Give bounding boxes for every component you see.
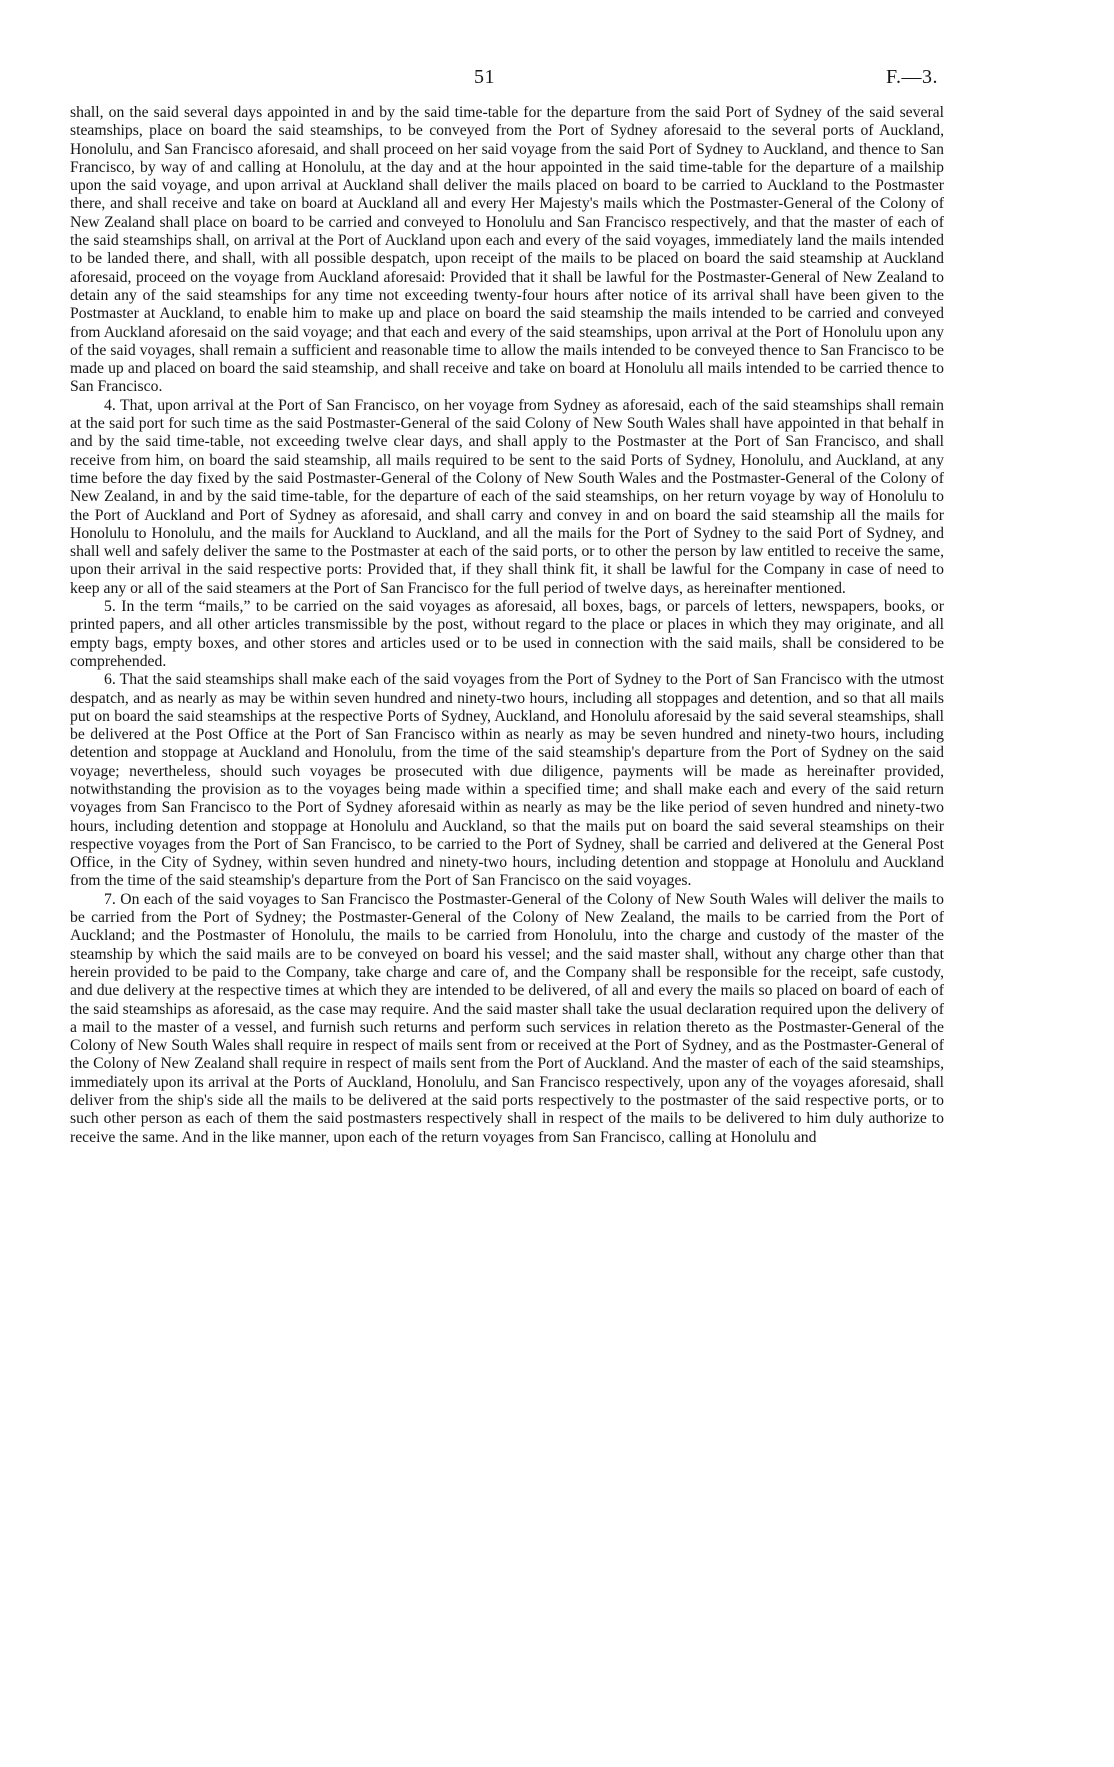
paragraph-clause-4: 4. That, upon arrival at the Port of San Francisco, on her voyage from Sydney as aforesaid, each of the said steamships shall remain at the said port for such time as the said Postmaster-General of the said Colony of New South Wales shall have appointed in that behalf in and by the said time-table, not exceeding twelve clear days, and shall apply to the Postmaster at the Port of San Francisco, and shall receive from him, on board the said steamship, all mails required to be sent to the said Ports of Sydney, Honolulu, and Auckland, at any time before the day fixed by the said Postmaster-General of the Colony of New South Wales and the Postmaster-General of the Colony of New Zealand, in and by the said time-table, for the departure of each of the said steamships, on her return voyage by way of Honolulu to the Port of Auckland and Port of Sydney as aforesaid, and shall carry and convey in and on board the said steamship all the mails for Honolulu to Honolulu, and the mails for Auckland to Auckland, and all the mails for the Port of Sydney to the said Port of Sydney, and shall well and safely deliver the same to the Postmaster at each of the said ports, or to other the person by law entitled to receive the same, upon their arrival in the said respective ports: Provided that, if they shall think fit, it shall be lawful for the Company in case of need to keep any or all of the said steamers at the Port of San Francisco for the full period of twelve days, as hereinafter mentioned. bbox=[70, 396, 944, 597]
page-header bbox=[0, 66, 1114, 92]
paragraph-continuation: shall, on the said several days appointed in and by the said time-table for the departure from the said Port of Sydney of the said several steamships, place on board the said steamships, to be conveyed from the Port of Sydney aforesaid to the several ports of Auckland, Honolulu, and San Francisco aforesaid, and shall proceed on her said voyage from the said Port of Sydney to Auckland, and thence to San Francisco, by way of and calling at Honolulu, at the day and at the hour appointed in the said time-table for the departure of a mailship upon the said voyage, and upon arrival at Auckland shall deliver the mails placed on board to be carried to Auckland to the Postmaster there, and shall receive and take on board at Auckland all and every Her Majesty's mails which the Postmaster-General of the Colony of New Zealand shall place on board to be carried and conveyed to Honolulu and San Francisco respectively, and that the master of each of the said steamships shall, on arrival at the Port of Auckland upon each and every of the said voyages, immediately land the mails intended to be landed there, and shall, with all possible despatch, upon receipt of the mails to be placed on board the said steamship at Auckland aforesaid, proceed on the voyage from Auckland aforesaid: Provided that it shall be lawful for the Postmaster-General of New Zealand to detain any of the said steamships for any time not exceeding twenty-four hours after notice of its arrival shall have been given to the Postmaster at Auckland, to enable him to make up and place on board the said steamship the mails intended to be carried and conveyed from Auckland aforesaid on the said voyage; and that each and every of the said steamships, upon arrival at the Port of Honolulu upon any of the said voyages, shall remain a sufficient and reasonable time to allow the mails intended to be conveyed thence to San Francisco to be made up and placed on board the said steamship, and shall receive and take on board at Honolulu all mails intended to be carried thence to San Francisco. bbox=[70, 104, 944, 396]
paragraph-clause-6: 6. That the said steamships shall make each of the said voyages from the Port of Sydney to the Port of San Francisco with the utmost despatch, and as nearly as may be within seven hundred and ninety-two hours, including all stoppages and detention, and so that all mails put on board the said steamships at the respective Ports of Sydney, Auckland, and Honolulu aforesaid by the said several steamships, shall be delivered at the Post Office at the Port of San Francisco within as nearly as may be seven hundred and ninety-two hours, including detention and stoppage at Auckland and Honolulu, from the time of the said steamship's departure from the Port of Sydney on the said voyage; nevertheless, should such voyages be prosecuted with due diligence, payments will be made as hereinafter provided, notwithstanding the provision as to the voyages being made within a specified time; and shall make each and every of the said return voyages from San Francisco to the Port of Sydney aforesaid within as nearly as may be the like period of seven hundred and ninety-two hours, including detention and stoppage at Honolulu and Auckland, so that the mails put on board the said several steamships on their respective voyages from the Port of San Francisco, to be carried to the Port of Sydney, shall be carried and delivered at the General Post Office, in the City of Sydney, within seven hundred and ninety-two hours, including detention and stoppage at Honolulu and Auckland from the time of the said steamship's departure from the Port of San Francisco on the said voyages. bbox=[70, 671, 944, 890]
page-number: 51 bbox=[474, 66, 495, 88]
document-reference: F.—3. bbox=[885, 66, 938, 88]
paragraph-clause-7: 7. On each of the said voyages to San Francisco the Postmaster-General of the Colony of New South Wales will deliver the mails to be carried from the Port of Sydney; the Postmaster-General of the Colony of New Zealand, the mails to be carried from the Port of Auckland; and the Postmaster of Honolulu, the mails to be carried from Honolulu, into the charge and custody of the master of the steamship by which the said mails are to be conveyed on board his vessel; and the said master shall, without any charge other than that herein provided to be paid to the Company, take charge and care of, and the Company shall be responsible for the receipt, safe custody, and due delivery at the respective times at which they are intended to be delivered, of all and every the mails so placed on board of each of the said steamships as aforesaid, as the case may require. And the said master shall take the usual declaration required upon the delivery of a mail to the master of a vessel, and furnish such returns and perform such services in relation thereto as the Postmaster-General of the Colony of New South Wales shall require in respect of mails sent from or received at the Port of Sydney, and as the Postmaster-General of the Colony of New Zealand shall require in respect of mails sent from the Port of Auckland. And the master of each of the said steamships, immediately upon its arrival at the Ports of Auckland, Honolulu, and San Francisco respectively, upon any of the voyages aforesaid, shall deliver from the ship's side all the mails to be delivered at the said ports respectively to the postmaster of the said respective ports, or to such other person as each of them the said postmasters respectively shall in respect of the mails to be delivered to him duly authorize to receive the same. And in the like manner, upon each of the return voyages from San Francisco, calling at Honolulu and bbox=[70, 890, 944, 1146]
body-text bbox=[70, 104, 944, 1147]
paragraph-clause-5: 5. In the term “mails,” to be carried on the said voyages as aforesaid, all boxes, bags, or parcels of letters, newspapers, books, or printed papers, and all other articles transmissible by the post, without regard to the place or places in which they may originate, and all empty bags, empty boxes, and other stores and articles used or to be used in connection with the said mails, shall be considered to be comprehended. bbox=[70, 598, 944, 670]
